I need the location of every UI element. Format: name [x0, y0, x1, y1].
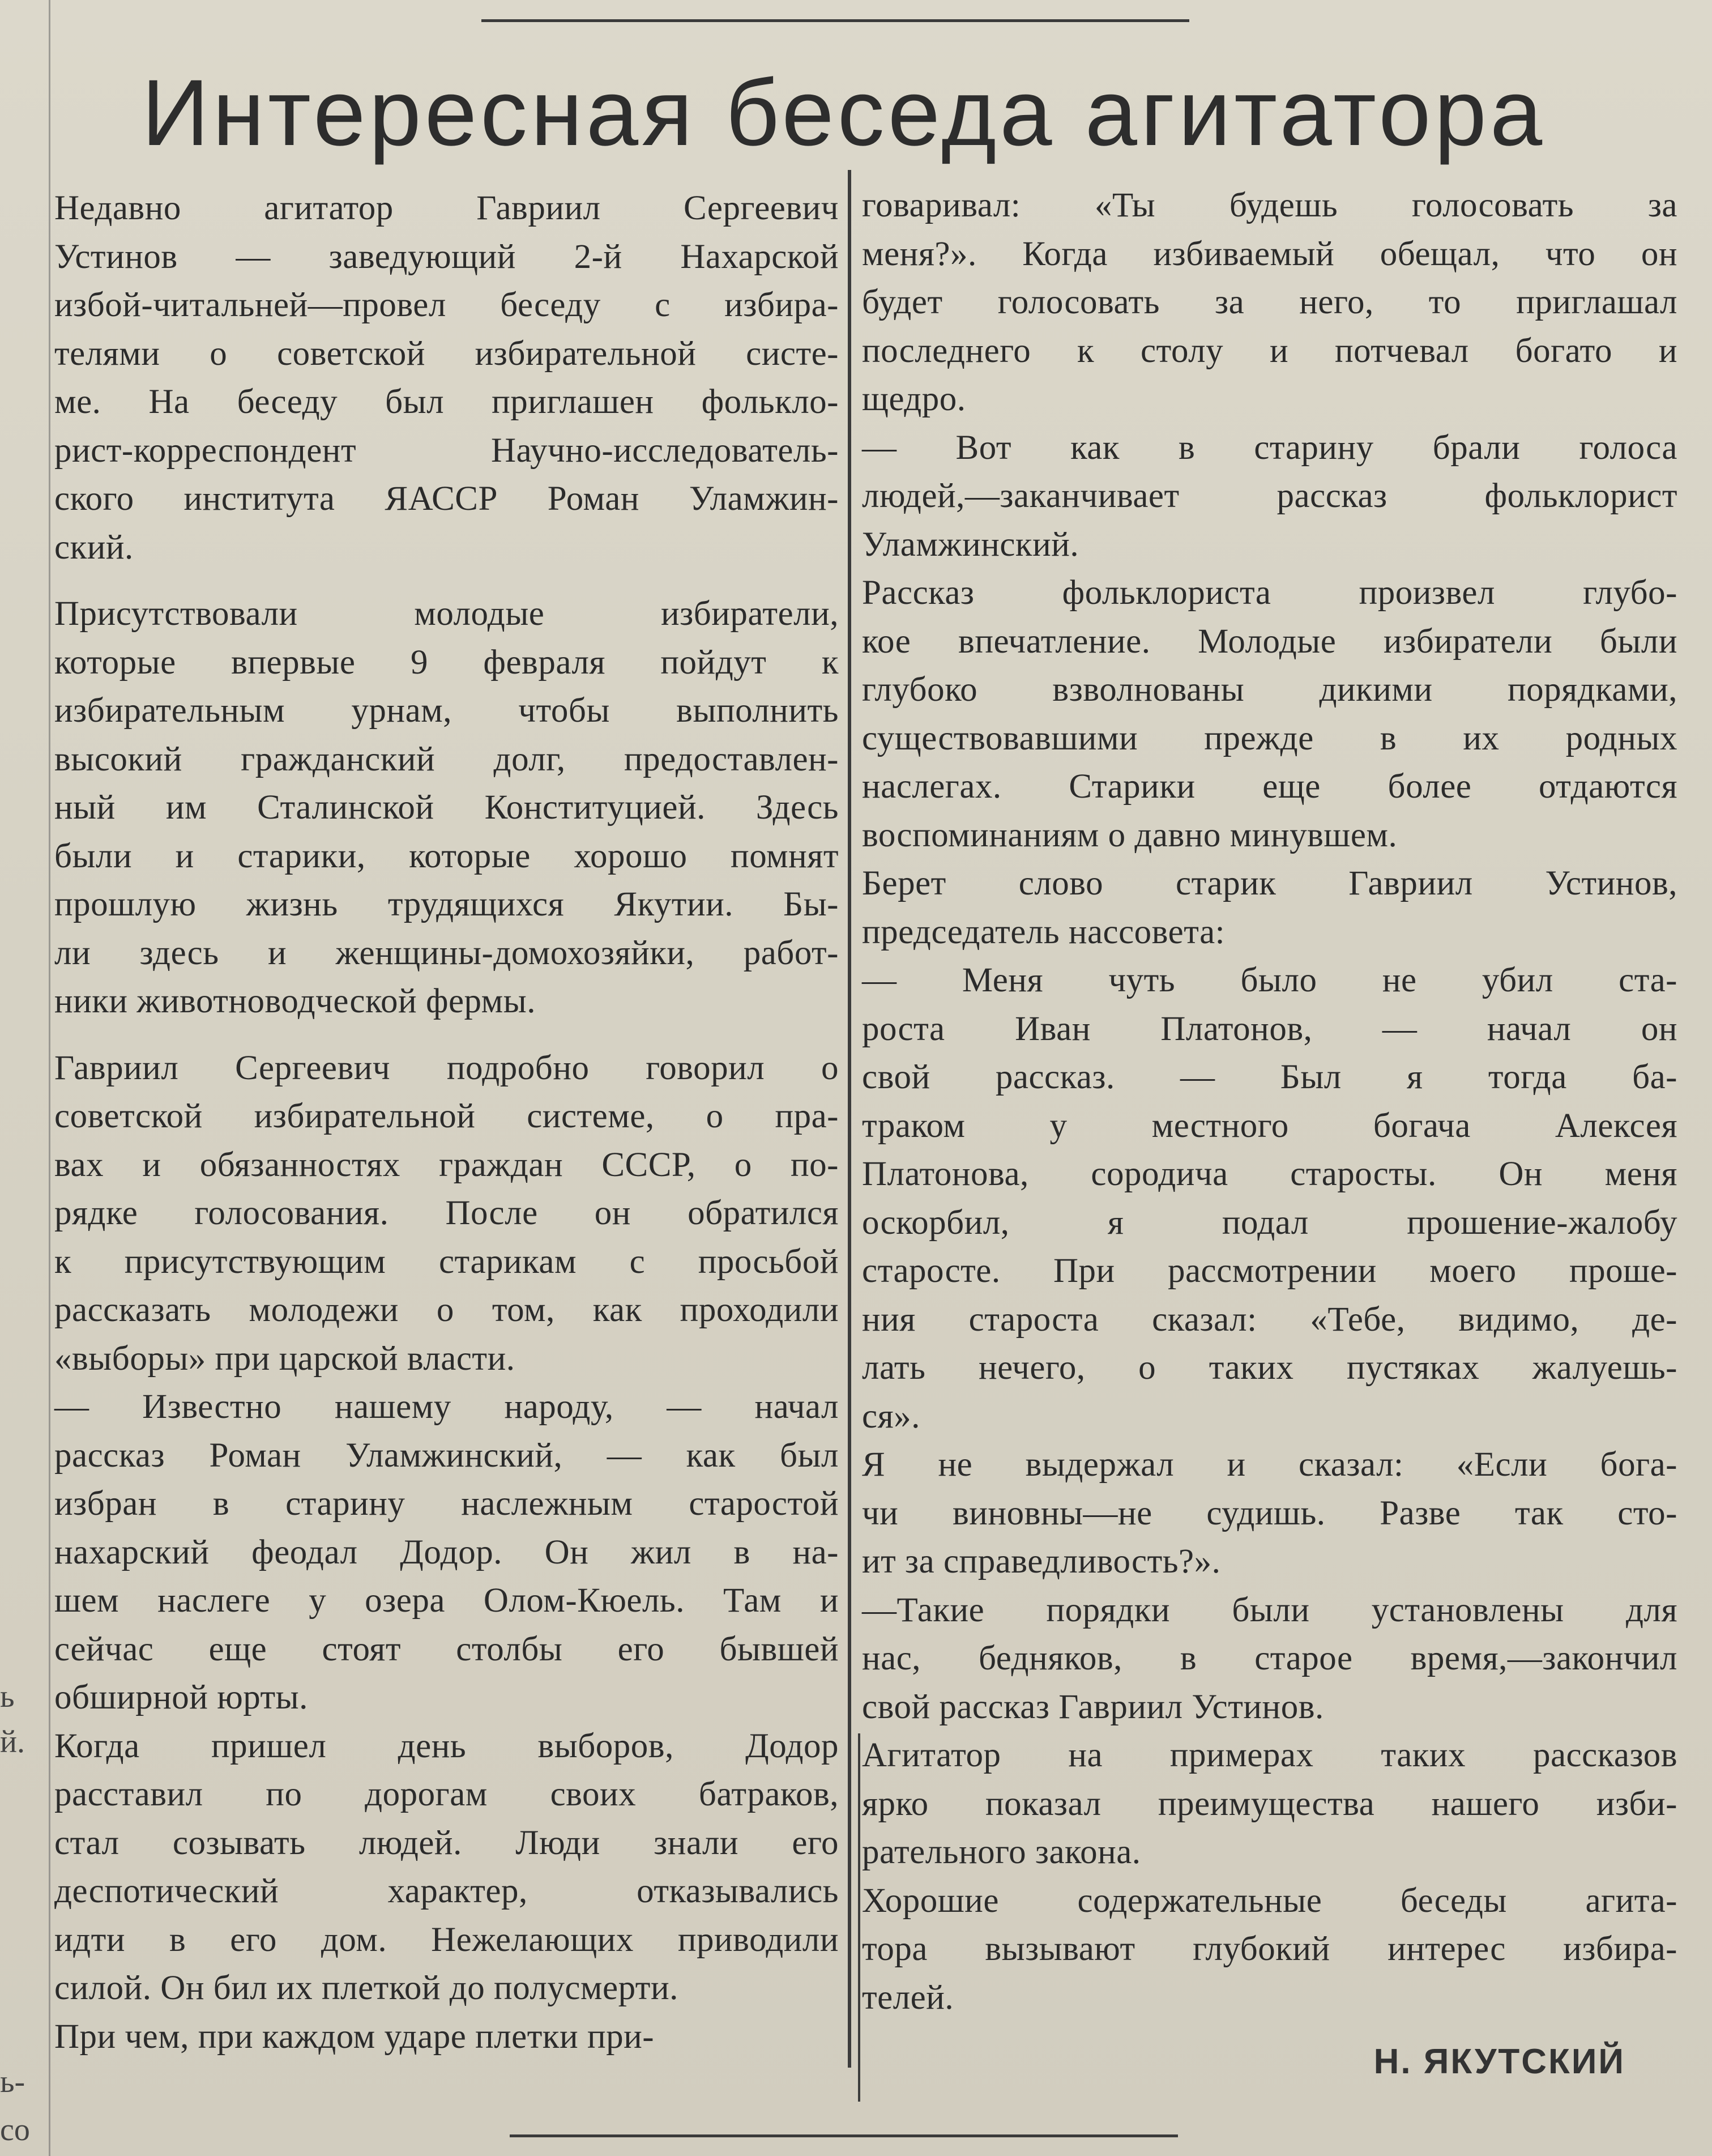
text-line: прошлую жизнь трудящихся Якутии. Бы-	[54, 885, 839, 923]
margin-fragment: ь	[0, 1679, 15, 1714]
text-line: тора вызывают глубокий интерес избира-	[862, 1930, 1677, 1968]
text-line: Недавно агитатор Гавриил Сергеевич	[54, 189, 839, 227]
text-line: Присутствовали молодые избиратели,	[54, 595, 839, 633]
text-line: рассказать молодежи о том, как проходили	[54, 1291, 839, 1329]
left-page-edge	[49, 0, 50, 2156]
text-line: избирательным урнам, чтобы выполнить	[54, 692, 839, 730]
text-line: рательного закона.	[862, 1833, 1141, 1871]
text-line: свой рассказ. — Был я тогда ба-	[862, 1058, 1677, 1096]
text-line: нахарский феодал Додор. Он жил в на-	[54, 1533, 839, 1571]
text-line: «выборы» при царской власти.	[54, 1339, 515, 1378]
text-line: Платонова, сородича старосты. Он меня	[862, 1155, 1677, 1193]
text-line: говаривал: «Ты будешь голосовать за	[862, 186, 1677, 224]
text-line: — Меня чуть было не убил ста-	[862, 961, 1677, 999]
margin-fragment: со	[0, 2112, 30, 2148]
author-signature: Н. ЯКУТСКИЙ	[1373, 2042, 1625, 2081]
text-line: траком у местного богача Алексея	[862, 1106, 1677, 1145]
text-line: вах и обязанностях граждан СССР, о по-	[54, 1145, 839, 1184]
text-line: шем наслеге у озера Олом-Кюель. Там и	[54, 1582, 839, 1620]
text-line: идти в его дом. Нежелающих приводили	[54, 1920, 839, 1959]
text-line: старосте. При рассмотрении моего проше-	[862, 1252, 1677, 1290]
text-line: рассказ Роман Уламжинский, — как был	[54, 1436, 839, 1475]
text-line: щедро.	[862, 380, 966, 418]
text-line: Уламжинский.	[862, 525, 1079, 564]
text-line: Устинов — заведующий 2-й Нахарской	[54, 237, 839, 276]
text-line: Хорошие содержательные беседы агита-	[862, 1881, 1677, 1920]
text-line: были и старики, которые хорошо помнят	[54, 837, 839, 875]
text-line: председатель нассовета:	[862, 913, 1226, 951]
text-line: — Вот как в старину брали голоса	[862, 428, 1677, 467]
text-line: ся».	[862, 1397, 920, 1435]
text-line: кое впечатление. Молодые избиратели были	[862, 622, 1677, 661]
text-line: ит за справедливость?».	[862, 1543, 1221, 1580]
text-line: меня?». Когда избиваемый обещал, что он	[862, 235, 1677, 273]
article-column-2	[862, 181, 1677, 2022]
text-line: — Известно нашему народу, — начал	[54, 1388, 839, 1426]
text-line: глубоко взволнованы дикими порядками,	[862, 671, 1677, 709]
text-line: чи виновны—не судишь. Разве так сто-	[862, 1494, 1677, 1532]
text-line: Я не выдержал и сказал: «Если бога-	[862, 1446, 1677, 1484]
text-line: к присутствующим старикам с просьбой	[54, 1242, 839, 1281]
text-line: воспоминаниям о давно минувшем.	[862, 816, 1398, 854]
text-line: роста Иван Платонов, — начал он	[862, 1009, 1677, 1048]
text-line: расставил по дорогам своих батраков,	[54, 1775, 839, 1813]
text-line: —Такие порядки были установлены для	[862, 1591, 1677, 1629]
text-line: Когда пришел день выборов, Додор	[54, 1727, 839, 1765]
text-line: избой-читальней—провел беседу с избира-	[54, 286, 839, 324]
text-line: обширной юрты.	[54, 1678, 308, 1716]
paragraph-gap	[54, 572, 839, 590]
text-line: последнего к столу и потчевал богато и	[862, 331, 1677, 370]
text-line: рист-корреспондент Научно-исследователь-	[54, 431, 839, 470]
text-line: свой рассказ Гавриил Устинов.	[862, 1688, 1324, 1726]
text-line: лать нечего, о таких пустяках жалуешь-	[862, 1349, 1677, 1387]
text-line: советской избирательной системе, о пра-	[54, 1097, 839, 1135]
text-line: ный им Сталинской Конституцией. Здесь	[54, 789, 839, 826]
text-line: ния староста сказал: «Тебе, видимо, де-	[862, 1300, 1677, 1339]
text-line: телей.	[862, 1978, 954, 2017]
text-line: ского института ЯАССР Роман Уламжин-	[54, 480, 839, 518]
text-line: ярко показал преимущества нашего изби-	[862, 1784, 1677, 1823]
text-line: оскорбил, я подал прошение-жалобу	[862, 1203, 1677, 1242]
text-line: ме. На беседу был приглашен фольклo-	[54, 383, 839, 421]
text-line: ский.	[54, 528, 134, 566]
text-line: При чем, при каждом ударе плетки при-	[54, 2017, 655, 2056]
column-separator-lower	[858, 1733, 860, 2102]
text-line: будет голосовать за него, то приглашал	[862, 283, 1677, 321]
text-line: ли здесь и женщины-домохозяйки, работ-	[54, 934, 839, 972]
margin-fragment: й.	[0, 1724, 25, 1759]
top-rule	[481, 19, 1189, 22]
text-line: сейчас еще стоят столбы его бывшей	[54, 1630, 839, 1668]
bottom-rule	[510, 2134, 1178, 2137]
text-line: высокий гражданский долг, предоставлен-	[54, 740, 839, 778]
text-line: Агитатор на примерах таких рассказов	[862, 1736, 1677, 1774]
text-line: существовавшими прежде в их родных	[862, 719, 1677, 757]
text-line: стал созывать людей. Люди знали его	[54, 1823, 839, 1862]
text-line: деспотический характер, отказывались	[54, 1872, 839, 1910]
text-line: Рассказ фольклориста произвел глубо-	[862, 574, 1677, 612]
text-line: нас, бедняков, в старое время,—закончил	[862, 1639, 1677, 1677]
text-line: людей,—заканчивает рассказ фольклорист	[862, 477, 1677, 515]
article-column-1	[54, 184, 839, 2061]
text-line: Берет слово старик Гавриил Устинов,	[862, 864, 1677, 902]
paragraph-gap	[54, 1026, 839, 1044]
article-title: Интересная беседа агитатора	[142, 61, 1546, 165]
text-line: телями о советской избирательной систе-	[54, 334, 839, 373]
text-line: рядке голосования. После он обратился	[54, 1194, 839, 1232]
text-line: избран в старину наслежным старостой	[54, 1485, 839, 1523]
text-line: Гавриил Сергеевич подробно говорил о	[54, 1049, 839, 1087]
text-line: которые впервые 9 февраля пойдут к	[54, 643, 839, 681]
margin-fragment: ь-	[0, 2064, 25, 2099]
text-line: ники животноводческой фермы.	[54, 982, 536, 1020]
text-line: силой. Он бил их плеткой до полусмерти.	[54, 1969, 678, 2007]
text-line: наслегах. Старики еще более отдаются	[862, 768, 1677, 806]
column-separator	[848, 170, 851, 2068]
